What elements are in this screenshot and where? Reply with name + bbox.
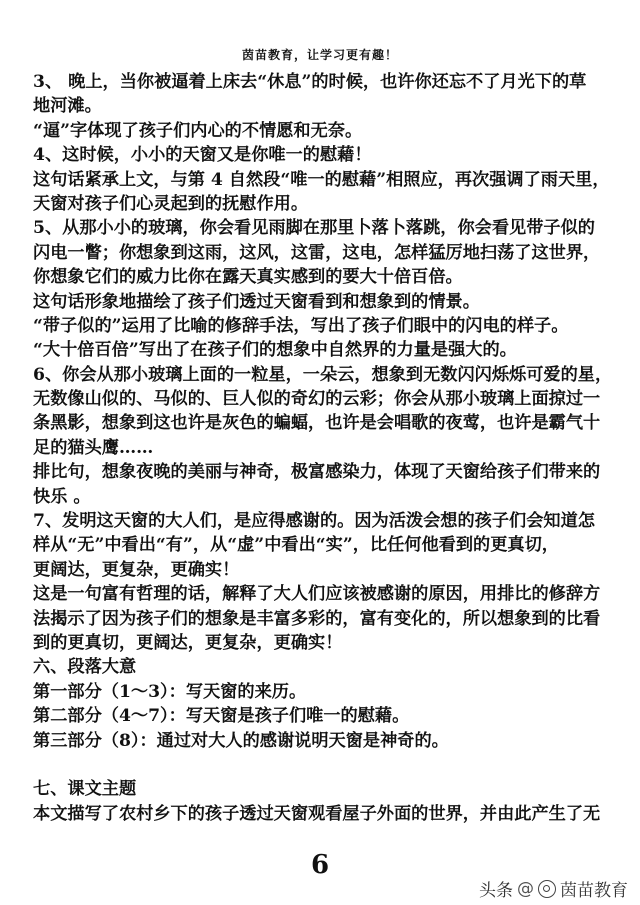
blank-line — [33, 753, 615, 777]
watermark-separator: @ — [517, 878, 534, 899]
text-line: “带子似的”运用了比喻的修辞手法，写出了孩子们眼中的闪电的样子。 — [33, 315, 569, 336]
page-header: 茵苗教育，让学习更有趣！ — [241, 48, 398, 62]
text-line: 七、课文主题 — [33, 779, 137, 800]
text-line: 第三部分（8）：通过对大人的感谢说明天窗是神奇的。 — [33, 730, 449, 751]
text-line: 足的猫头鹰…… — [33, 437, 154, 458]
text-line: 更阔达，更复杂，更确实！ — [33, 559, 240, 580]
text-line: 六、段落大意 — [33, 657, 137, 678]
text-line: 4、这时候，小小的天窗又是你唯一的慰藉！ — [33, 145, 372, 166]
text-line: 第一部分（1～3）：写天窗的来历。 — [33, 681, 307, 702]
text-line: 3、 晚上，当你被逼着上床去“休息”的时候，也许你还忘不了月光下的草 — [33, 72, 587, 92]
source-watermark — [479, 876, 628, 901]
text-line: 这是一句富有哲理的话，解释了大人们应该被感谢的原因，用排比的修辞方 — [33, 584, 601, 605]
text-line: 快乐 。 — [33, 486, 91, 507]
text-line: 无数像山似的、马似的、巨人似的奇幻的云彩；你会从那小玻璃上面掠过一 — [33, 389, 601, 410]
text-line: 这句话形象地描绘了孩子们透过天窗看到和想象到的情景。 — [33, 291, 480, 312]
watermark-source: 头条 — [479, 881, 513, 901]
text-line: 6、你会从那小玻璃上面的一粒星，一朵云，想象到无数闪闪烁烁可爱的星， — [33, 364, 613, 385]
text-line: 第二部分（4～7）：写天窗是孩子们唯一的慰藉。 — [33, 706, 410, 727]
text-line: 5、从那小小的玻璃，你会看见雨脚在那里卜落卜落跳，你会看见带子似的 — [33, 218, 595, 239]
text-line: “逼”字体现了孩子们内心的不情愿和无奈。 — [33, 120, 363, 141]
watermark-account: 茵苗教育 — [560, 881, 628, 901]
text-line: 地河滩。 — [33, 96, 102, 117]
text-line: 条黑影，想象到这也许是灰色的蝙蝠，也许是会唱歌的夜莺，也许是霸气十 — [33, 413, 601, 434]
text-line: 法揭示了因为孩子们的想象是丰富多彩的，富有变化的，所以想象到的比看 — [33, 608, 601, 629]
text-line: 排比句，想象夜晚的美丽与神奇，极富感染力，体现了天窗给孩子们带来的 — [33, 462, 601, 483]
document-body — [33, 70, 615, 826]
text-line: 这句话紧承上文，与第 4 自然段“唯一的慰藉”相照应，再次强调了雨天里， — [33, 169, 610, 190]
text-line: 样从“无”中看出“有”，从“虚”中看出“实”，比任何他看到的更真切， — [33, 535, 559, 556]
text-line: 你想象它们的威力比你在露天真实感到的要大十倍百倍。 — [33, 267, 463, 288]
text-line: “大十倍百倍”写出了在孩子们的想象中自然界的力量是强大的。 — [33, 340, 517, 361]
text-line: 天窗对孩子们心灵起到的抚慰作用。 — [33, 193, 309, 214]
text-line: 闪电一瞥；你想象到这雨，这风，这雷，这电，怎样猛厉地扫荡了这世界， — [33, 242, 601, 263]
camera-icon — [538, 880, 556, 898]
text-line: 7、发明这天窗的大人们，是应得感谢的。因为活泼会想的孩子们会知道怎 — [33, 511, 595, 532]
page-number: 6 — [310, 850, 330, 880]
text-line: 到的更真切，更阔达，更复杂，更确实！ — [33, 632, 343, 653]
text-line: 本文描写了农村乡下的孩子透过天窗观看屋子外面的世界，并由此产生了无 — [33, 803, 601, 824]
